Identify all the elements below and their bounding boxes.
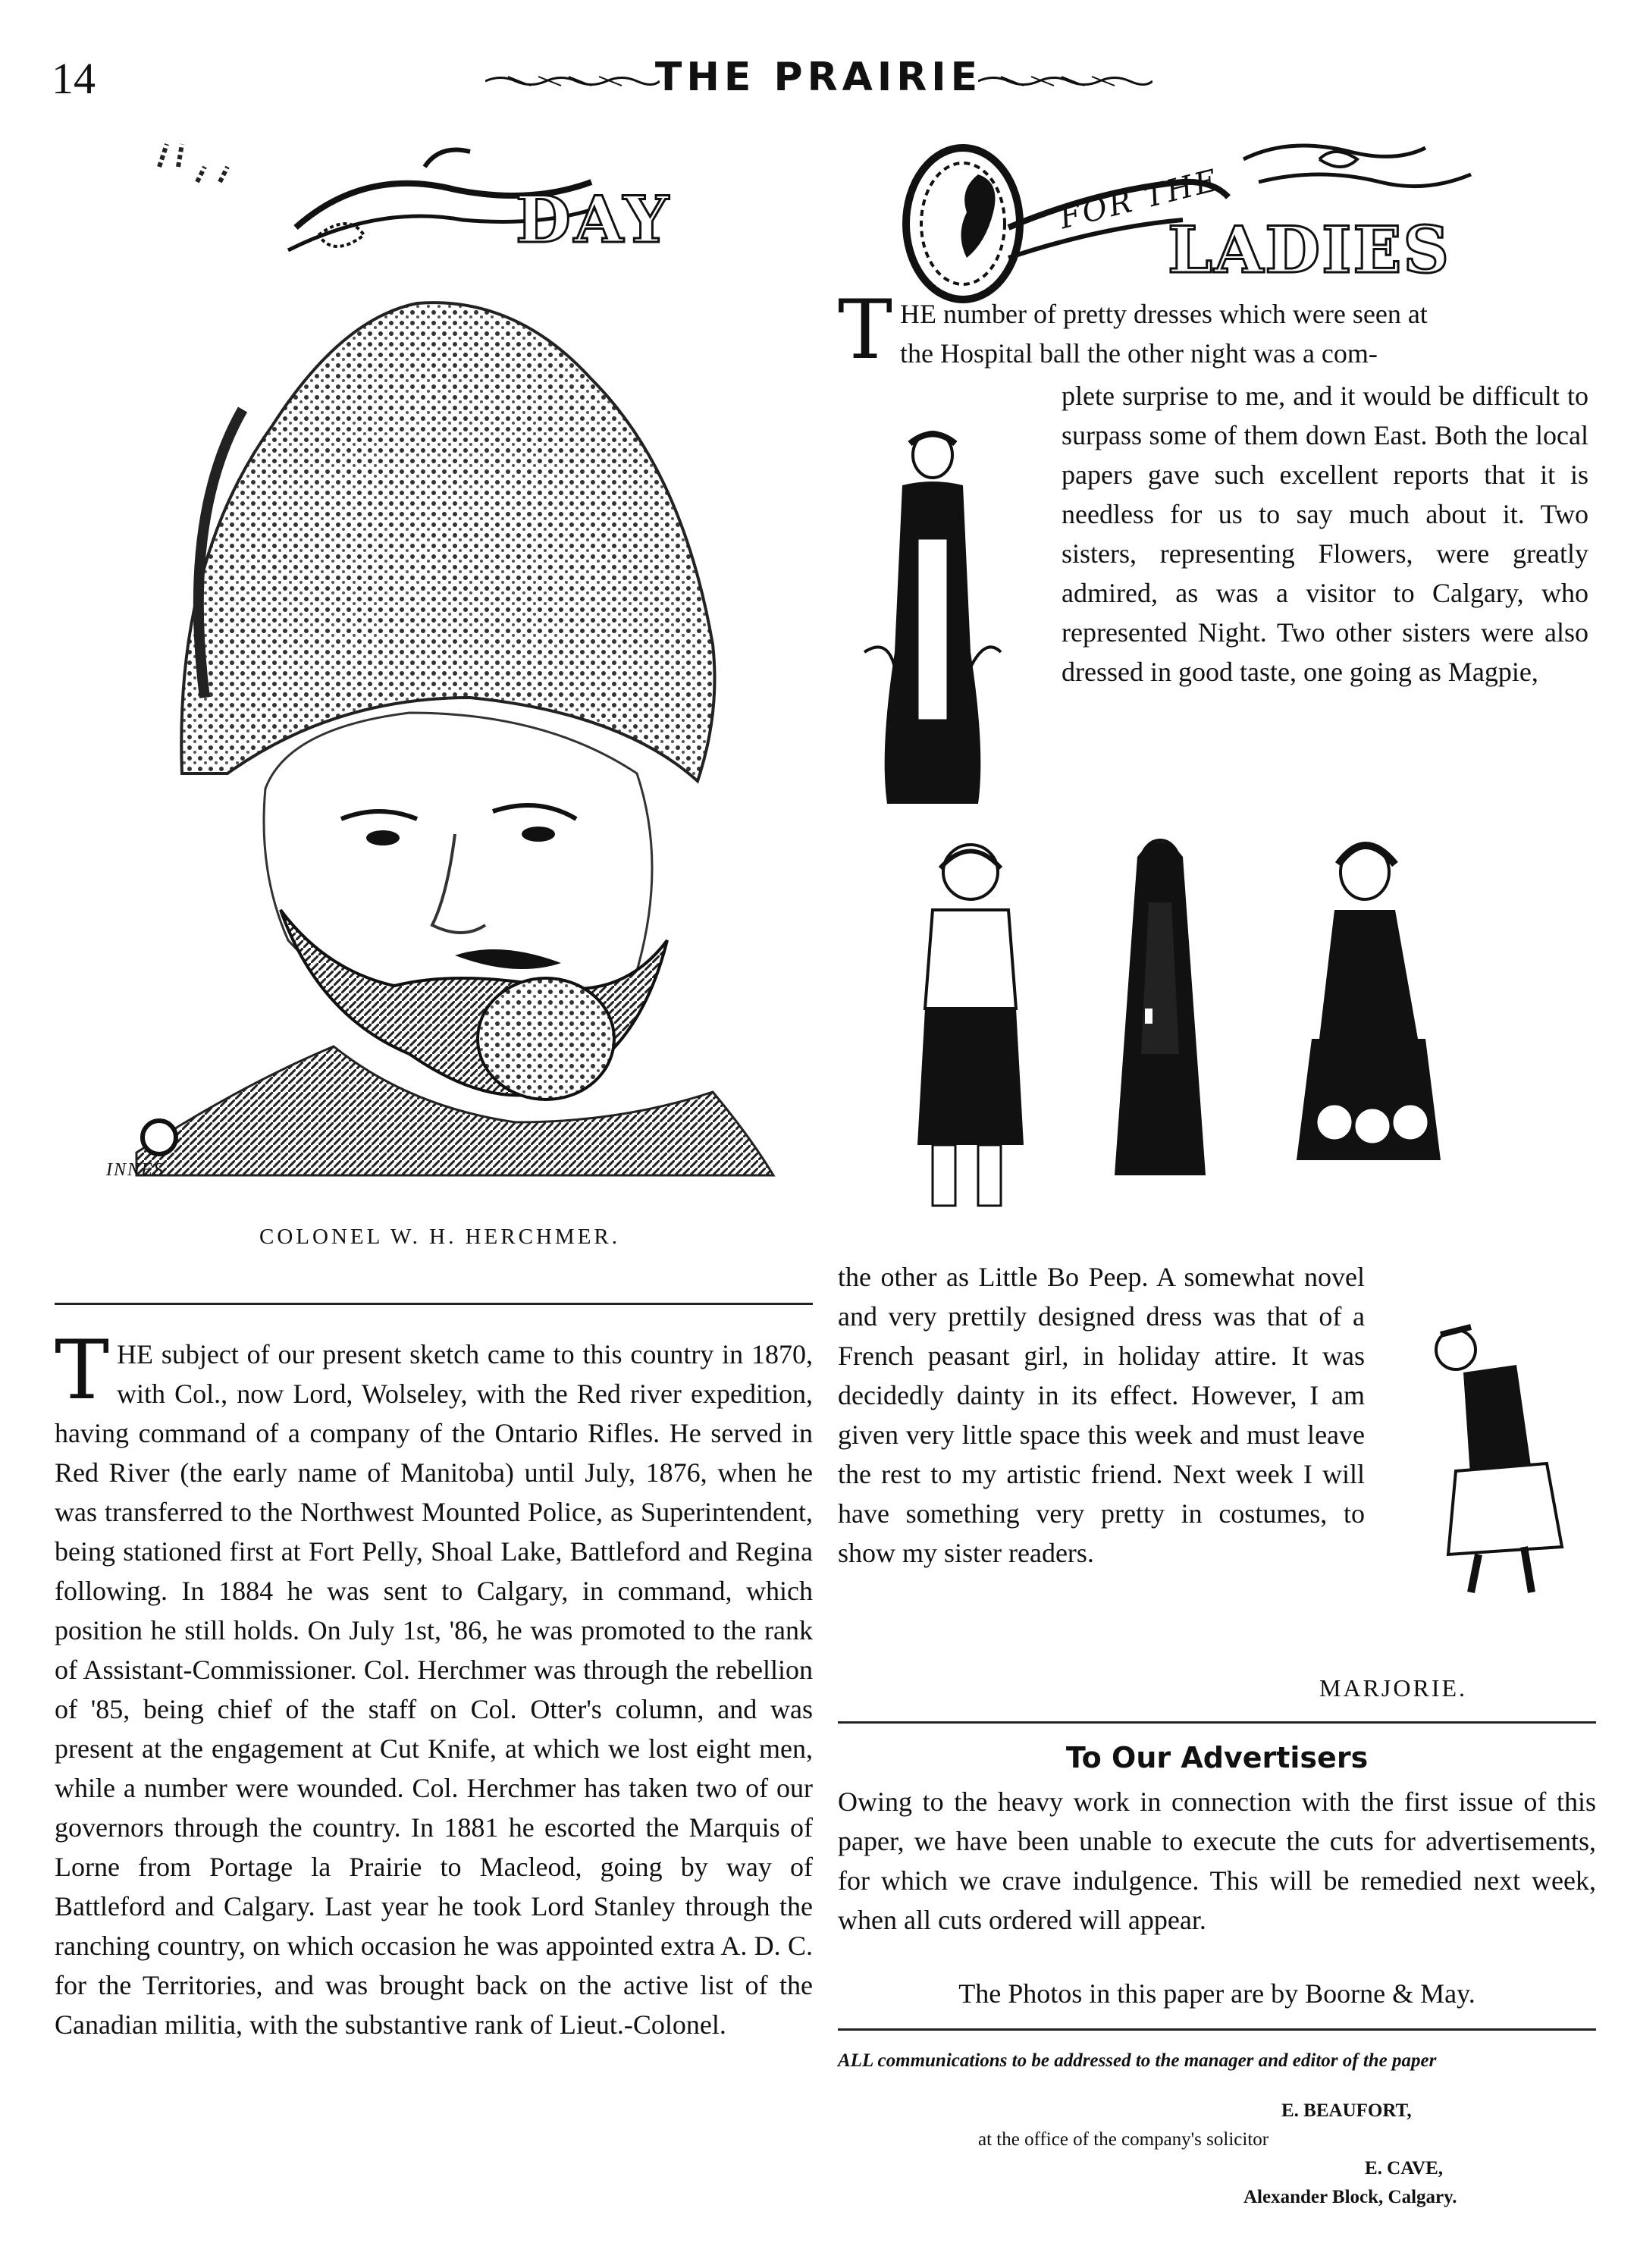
- manager-name: E. BEAUFORT,: [1281, 2100, 1412, 2121]
- for-the-text: FOR THE: [1055, 162, 1223, 237]
- ladies-narrow-text: plete surprise to me, and it would be difficult to surpass some of them down East. Both the local papers gave such excellent reports that it is needless for us to say much about it. Two sisters, representing Flowers, were greatly admired, as was a visitor to Calgary, who represented Night. Two other sisters were also dressed in good taste, one going as Magpie,: [1062, 381, 1588, 687]
- left-divider: [55, 1303, 813, 1305]
- page-number: 14: [52, 54, 96, 103]
- ladies-dropcap: T: [838, 283, 893, 378]
- bo-peep-figure: [917, 845, 1024, 1206]
- day-banner: [136, 136, 698, 281]
- solicitor-name: E. CAVE,: [1365, 2158, 1444, 2179]
- herchmer-article-text: HE subject of our present sketch came to this country in 1870, with Col., now Lord, Wolseley, with the Red river expedition, having command of a company of the Ontario Rifles. He served in Red River (the early name of Manitoba) until July, 1876, when he was transferred to the Northwest Mounted Police, as Superintendent, being stationed first at Fort Pelly, Shoal Lake, Battleford and Regina following. In 1884 he was sent to Calgary, in command, which position he still holds. On July 1st, '86, he was promoted to the rank of Assistant-Commissioner. Col. Herchmer was through the rebellion of '85, being chief of the staff on Col. Otter's column, and was present at the engagement at Cut Knife, at which we lost eight men, while a number were wounded. Col. Herchmer has taken two of our governors through the country. In 1881 he escorted the Marquis of Lorne from Portage la Prairie to Macleod, going by way of Battleford and Calgary. Last year he took Lord Stanley through the ranching country, on which occasion he was appointed extra A. D. C. for the Territories, and was brought back on the active list of the Canadian militia, with the substantive rank of Lieut.-Colonel.: [55, 1339, 813, 2040]
- right-divider-1: [838, 1721, 1596, 1724]
- herchmer-article: [55, 1323, 813, 2044]
- ladies-text: LADIES: [1168, 212, 1451, 287]
- portrait-caption: COLONEL W. H. HERCHMER.: [259, 1225, 620, 1249]
- peasant-girl-figure: [1410, 1319, 1577, 1608]
- flowers-figure: [1297, 845, 1441, 1160]
- for-the-ladies-banner: [895, 129, 1486, 303]
- photos-credit: The Photos in this paper are by Boorne & May.: [958, 1978, 1475, 2009]
- day-banner-text: DAY: [516, 182, 672, 257]
- masthead-title: THE PRAIRIE: [654, 55, 983, 100]
- solicitor-address: Alexander Block, Calgary.: [1243, 2187, 1457, 2207]
- maid-costume-figure: [857, 425, 1008, 819]
- masthead-ornament-right: [978, 73, 1152, 89]
- ladies-article-opening: [838, 283, 1596, 378]
- ladies-line-1: HE number of pretty dresses which were seen at: [900, 299, 1428, 329]
- costume-figures-group: [887, 827, 1570, 1221]
- ladies-line-2: the Hospital ball the other night was a com-: [900, 338, 1378, 369]
- article-signature: MARJORIE.: [1319, 1674, 1468, 1702]
- colonel-portrait: [91, 288, 789, 1198]
- communications-notice: ALL communications to be addressed to the manager and editor of the paper: [838, 2050, 1437, 2071]
- right-divider-2: [838, 2028, 1596, 2031]
- advertisers-title: To Our Advertisers: [1065, 1741, 1369, 1774]
- portrait-artist-signature: INNES: [106, 1160, 165, 1180]
- herchmer-dropcap: T: [55, 1323, 110, 1418]
- ladies-middle-text: the other as Little Bo Peep. A somewhat novel and very prettily designed dress was that of a French peasant girl, in holiday attire. It was decidedly dainty in its effect. However, I am given very little space this week and must leave the rest to my artistic friend. Next week I will have something very pretty in costumes, to show my sister readers.: [838, 1262, 1365, 1568]
- night-figure: [1115, 840, 1206, 1175]
- manager-address: at the office of the company's solicitor: [978, 2129, 1269, 2150]
- advertisers-notice: Owing to the heavy work in connection with the first issue of this paper, we have been unable to execute the cuts for advertisements, for which we crave indulgence. This will be remedied next week, when all cuts ordered will appear.: [838, 1786, 1596, 1935]
